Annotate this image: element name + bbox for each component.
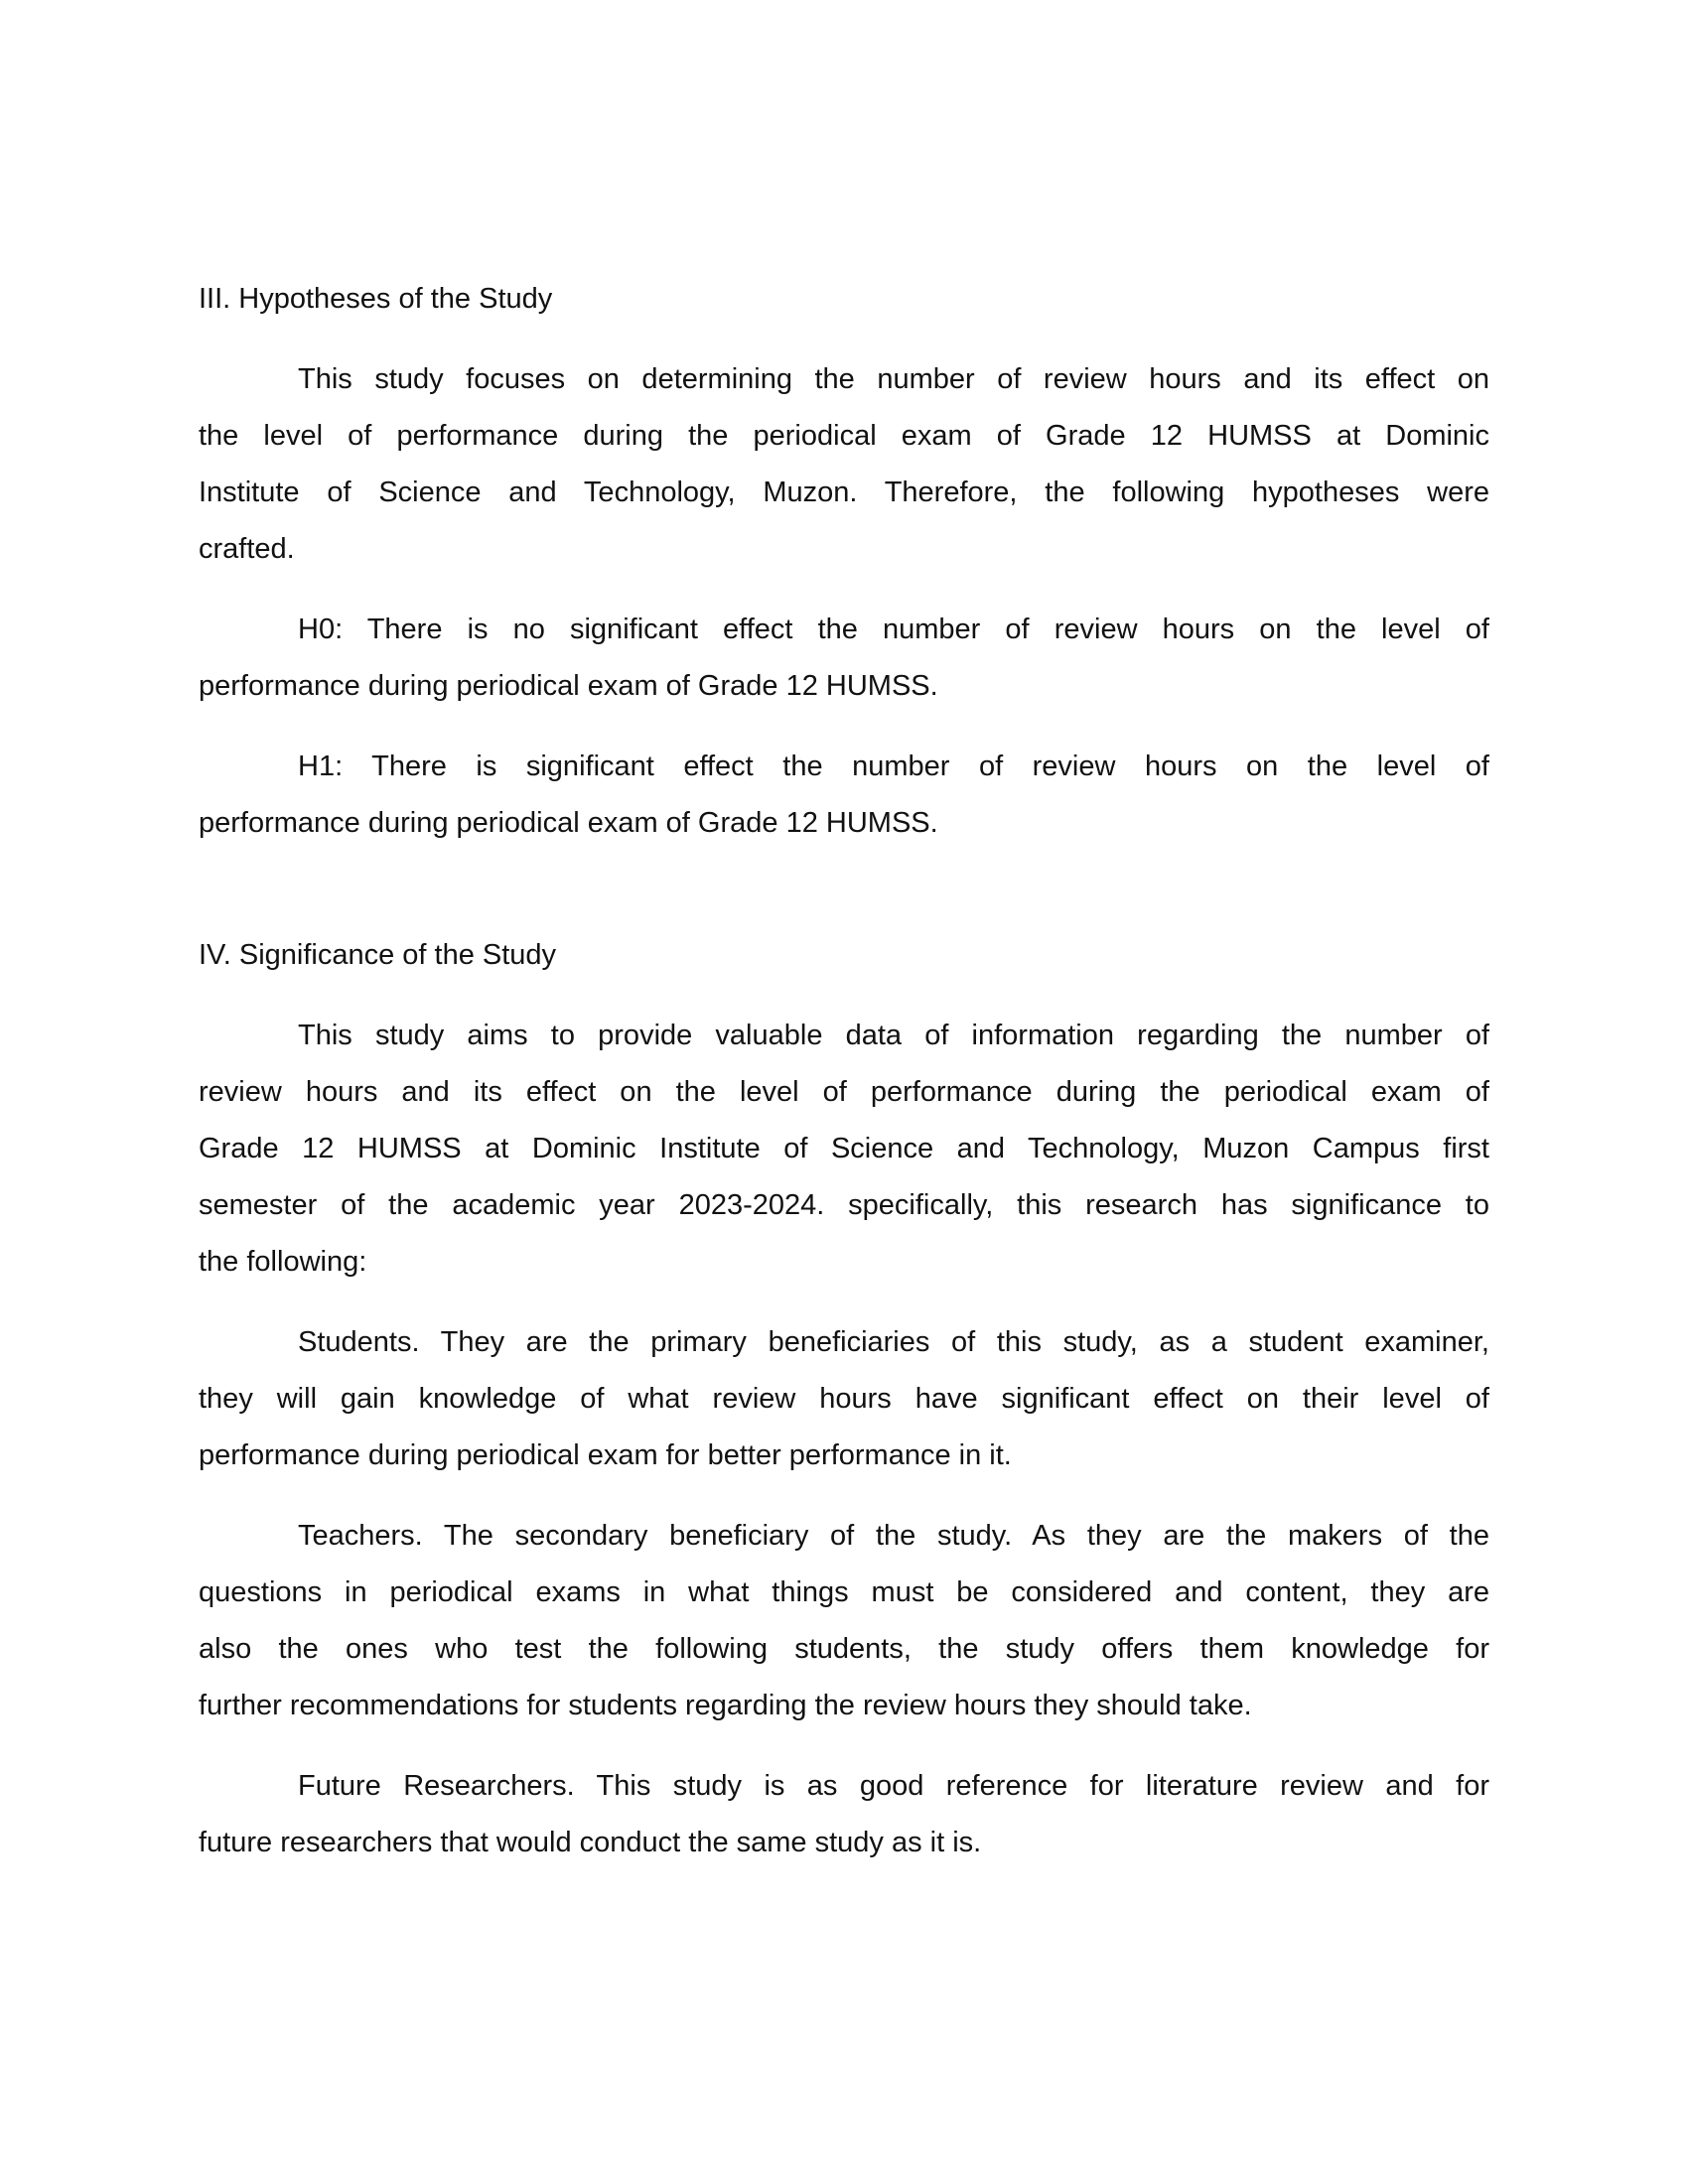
text-line: Teachers. The secondary beneficiary of the study. As they are the makers of the xyxy=(298,1520,1489,1552)
text-line: performance during periodical exam of Grade 12 HUMSS. xyxy=(199,670,938,702)
text-line: H1: There is significant effect the number of review hours on the level of xyxy=(298,751,1489,782)
text-line: Students. They are the primary beneficiaries of this study, as a student examiner, xyxy=(298,1326,1489,1358)
text-line: This study aims to provide valuable data of information regarding the number of xyxy=(298,1020,1489,1051)
text-line: semester of the academic year 2023-2024. specifically, this research has significance to xyxy=(199,1189,1489,1221)
paragraph-hypotheses-intro xyxy=(199,351,1489,578)
paragraph-teachers xyxy=(199,1508,1489,1734)
document-content xyxy=(199,271,1489,1895)
text-line: review hours and its effect on the level of performance during the periodical exam of xyxy=(199,1076,1489,1108)
text-line: H0: There is no significant effect the number of review hours on the level of xyxy=(298,614,1489,645)
text-line: future researchers that would conduct the same study as it is. xyxy=(199,1827,982,1858)
text-line: performance during periodical exam of Grade 12 HUMSS. xyxy=(199,807,938,839)
paragraph-students xyxy=(199,1314,1489,1484)
text-line: further recommendations for students regarding the review hours they should take. xyxy=(199,1690,1252,1721)
text-line: Grade 12 HUMSS at Dominic Institute of Science and Technology, Muzon Campus first xyxy=(199,1133,1489,1164)
text-line: the level of performance during the periodical exam of Grade 12 HUMSS at Dominic xyxy=(199,420,1489,452)
text-line: This study focuses on determining the number of review hours and its effect on xyxy=(298,363,1489,395)
text-line: they will gain knowledge of what review hours have significant effect on their level of xyxy=(199,1383,1489,1415)
paragraph-future-researchers xyxy=(199,1758,1489,1871)
section-heading-significance: IV. Significance of the Study xyxy=(199,939,557,971)
paragraph-significance-intro xyxy=(199,1008,1489,1291)
text-line: Future Researchers. This study is as good reference for literature review and for xyxy=(298,1770,1489,1802)
text-line: crafted. xyxy=(199,533,295,565)
text-line: Institute of Science and Technology, Muzon. Therefore, the following hypotheses were xyxy=(199,477,1489,508)
paragraph-alternative-hypothesis xyxy=(199,739,1489,852)
text-line: the following: xyxy=(199,1246,367,1278)
text-line: performance during periodical exam for better performance in it. xyxy=(199,1439,1012,1471)
paragraph-null-hypothesis xyxy=(199,602,1489,715)
text-line: questions in periodical exams in what things must be considered and content, they are xyxy=(199,1576,1489,1608)
text-line: also the ones who test the following students, the study offers them knowledge for xyxy=(199,1633,1489,1665)
section-heading-hypotheses: III. Hypotheses of the Study xyxy=(199,283,553,315)
